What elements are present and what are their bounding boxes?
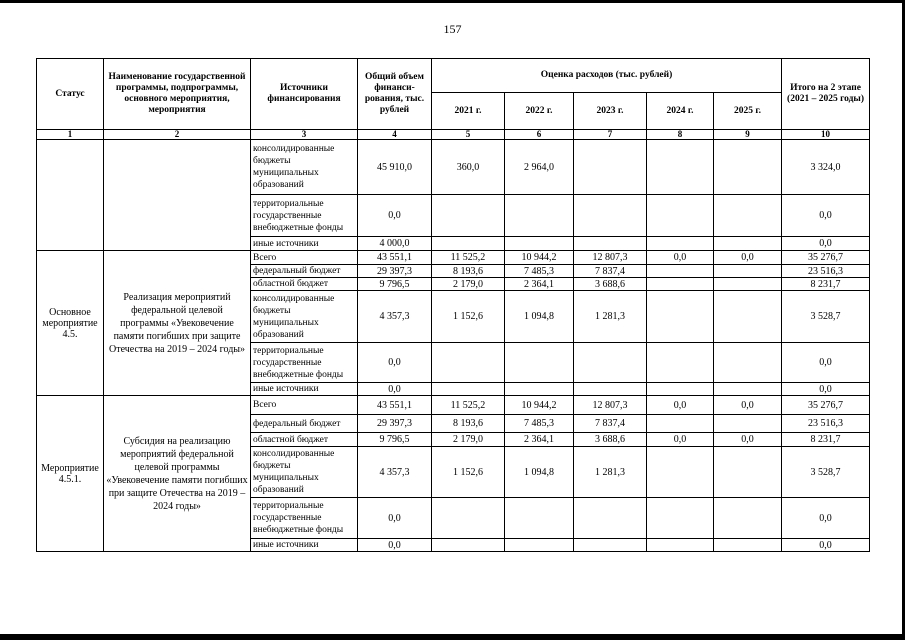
source-cell: иные источники	[251, 383, 358, 396]
column-index: 8	[647, 130, 714, 140]
source-cell: консолидированные бюджеты муниципальных образований	[251, 291, 358, 343]
header-year-2021: 2021 г.	[432, 93, 505, 130]
column-index: 1	[37, 130, 104, 140]
source-cell: территориальные государственные внебюджетные фонды	[251, 343, 358, 383]
y2025-cell	[714, 383, 782, 396]
stage-cell: 3 324,0	[782, 140, 870, 195]
total-cell: 0,0	[358, 539, 432, 552]
source-cell: территориальные государственные внебюджетные фонды	[251, 498, 358, 539]
y2021-cell: 2 179,0	[432, 278, 505, 291]
y2021-cell	[432, 539, 505, 552]
y2024-cell	[647, 237, 714, 251]
y2024-cell: 0,0	[647, 251, 714, 265]
y2025-cell	[714, 265, 782, 278]
source-cell: иные источники	[251, 237, 358, 251]
y2024-cell	[647, 343, 714, 383]
stage-cell: 3 528,7	[782, 447, 870, 498]
bottom-border	[0, 634, 905, 640]
source-cell: федеральный бюджет	[251, 265, 358, 278]
y2023-cell	[574, 140, 647, 195]
stage-cell: 0,0	[782, 383, 870, 396]
y2023-cell	[574, 343, 647, 383]
y2025-cell	[714, 447, 782, 498]
table-row	[37, 396, 870, 415]
y2022-cell: 7 485,3	[505, 415, 574, 433]
source-cell: областной бюджет	[251, 433, 358, 447]
stage-cell: 3 528,7	[782, 291, 870, 343]
header-status: Статус	[37, 59, 104, 130]
top-border	[0, 0, 905, 3]
y2024-cell	[647, 498, 714, 539]
column-index-row	[37, 130, 870, 140]
y2024-cell	[647, 447, 714, 498]
y2024-cell: 0,0	[647, 396, 714, 415]
y2021-cell: 360,0	[432, 140, 505, 195]
y2021-cell: 11 525,2	[432, 251, 505, 265]
source-cell: консолидированные бюджеты муниципальных образований	[251, 447, 358, 498]
header-year-2024: 2024 г.	[647, 93, 714, 130]
column-index: 4	[358, 130, 432, 140]
header-stage-total: Итого на 2 этапе (2021 – 2025 годы)	[782, 59, 870, 130]
y2022-cell	[505, 343, 574, 383]
source-cell: Всего	[251, 251, 358, 265]
y2023-cell	[574, 237, 647, 251]
header-year-2025: 2025 г.	[714, 93, 782, 130]
y2025-cell	[714, 237, 782, 251]
y2023-cell: 7 837,4	[574, 265, 647, 278]
measure-name-cell	[104, 140, 251, 251]
table-row	[37, 140, 870, 195]
y2021-cell	[432, 383, 505, 396]
header-name: Наименование государственной программы, подпрограммы, основного мероприятия, мероприятия	[104, 59, 251, 130]
y2021-cell: 8 193,6	[432, 265, 505, 278]
total-cell: 43 551,1	[358, 251, 432, 265]
y2023-cell: 3 688,6	[574, 433, 647, 447]
y2021-cell: 1 152,6	[432, 291, 505, 343]
y2021-cell	[432, 195, 505, 237]
y2022-cell: 2 364,1	[505, 278, 574, 291]
measure-name-cell: Субсидия на реализацию мероприятий федеральной целевой программы «Увековечение памяти погибших при защите Отечества на 2019 – 2024 годы»	[104, 396, 251, 552]
column-index: 9	[714, 130, 782, 140]
y2023-cell: 12 807,3	[574, 251, 647, 265]
y2024-cell	[647, 383, 714, 396]
total-cell: 45 910,0	[358, 140, 432, 195]
stage-cell: 0,0	[782, 195, 870, 237]
stage-cell: 8 231,7	[782, 278, 870, 291]
y2021-cell	[432, 498, 505, 539]
stage-cell: 35 276,7	[782, 396, 870, 415]
y2023-cell: 1 281,3	[574, 447, 647, 498]
y2023-cell: 1 281,3	[574, 291, 647, 343]
y2025-cell	[714, 343, 782, 383]
y2025-cell	[714, 195, 782, 237]
status-cell	[37, 140, 104, 251]
y2022-cell	[505, 195, 574, 237]
y2023-cell: 12 807,3	[574, 396, 647, 415]
y2025-cell	[714, 140, 782, 195]
table-header	[37, 59, 870, 140]
y2022-cell: 1 094,8	[505, 291, 574, 343]
total-cell: 4 357,3	[358, 447, 432, 498]
y2021-cell: 11 525,2	[432, 396, 505, 415]
y2022-cell: 7 485,3	[505, 265, 574, 278]
header-year-2023: 2023 г.	[574, 93, 647, 130]
total-cell: 0,0	[358, 498, 432, 539]
total-cell: 4 000,0	[358, 237, 432, 251]
y2023-cell: 3 688,6	[574, 278, 647, 291]
column-index: 3	[251, 130, 358, 140]
source-cell: иные источники	[251, 539, 358, 552]
total-cell: 29 397,3	[358, 415, 432, 433]
header-estimate: Оценка расходов (тыс. рублей)	[432, 59, 782, 93]
y2021-cell	[432, 343, 505, 383]
source-cell: консолидированные бюджеты муниципальных образований	[251, 140, 358, 195]
y2025-cell	[714, 291, 782, 343]
table-row	[37, 251, 870, 265]
y2025-cell	[714, 415, 782, 433]
y2023-cell: 7 837,4	[574, 415, 647, 433]
budget-table	[36, 58, 870, 552]
total-cell: 0,0	[358, 195, 432, 237]
y2024-cell	[647, 278, 714, 291]
measure-name-cell: Реализация мероприятий федеральной целевой программы «Увековечение памяти погибших при защите Отечества на 2019 – 2024 годы»	[104, 251, 251, 396]
total-cell: 9 796,5	[358, 278, 432, 291]
y2022-cell: 2 964,0	[505, 140, 574, 195]
y2024-cell	[647, 140, 714, 195]
y2025-cell	[714, 539, 782, 552]
stage-cell: 35 276,7	[782, 251, 870, 265]
table-body	[37, 140, 870, 552]
y2025-cell: 0,0	[714, 396, 782, 415]
y2021-cell: 2 179,0	[432, 433, 505, 447]
y2021-cell: 1 152,6	[432, 447, 505, 498]
y2025-cell	[714, 278, 782, 291]
y2023-cell	[574, 539, 647, 552]
source-cell: областной бюджет	[251, 278, 358, 291]
y2022-cell	[505, 539, 574, 552]
stage-cell: 23 516,3	[782, 265, 870, 278]
total-cell: 0,0	[358, 343, 432, 383]
total-cell: 29 397,3	[358, 265, 432, 278]
column-index: 2	[104, 130, 251, 140]
y2024-cell	[647, 195, 714, 237]
y2024-cell	[647, 291, 714, 343]
y2022-cell: 1 094,8	[505, 447, 574, 498]
total-cell: 43 551,1	[358, 396, 432, 415]
y2023-cell	[574, 498, 647, 539]
y2022-cell	[505, 237, 574, 251]
header-sources: Источники финансирования	[251, 59, 358, 130]
y2024-cell	[647, 265, 714, 278]
y2022-cell	[505, 383, 574, 396]
y2025-cell: 0,0	[714, 433, 782, 447]
stage-cell: 0,0	[782, 539, 870, 552]
y2024-cell: 0,0	[647, 433, 714, 447]
y2024-cell	[647, 539, 714, 552]
status-cell: Мероприятие 4.5.1.	[37, 396, 104, 552]
y2022-cell: 2 364,1	[505, 433, 574, 447]
column-index: 10	[782, 130, 870, 140]
header-year-2022: 2022 г.	[505, 93, 574, 130]
total-cell: 0,0	[358, 383, 432, 396]
total-cell: 9 796,5	[358, 433, 432, 447]
source-cell: территориальные государственные внебюджетные фонды	[251, 195, 358, 237]
column-index: 7	[574, 130, 647, 140]
stage-cell: 8 231,7	[782, 433, 870, 447]
y2022-cell	[505, 498, 574, 539]
stage-cell: 0,0	[782, 498, 870, 539]
y2024-cell	[647, 415, 714, 433]
total-cell: 4 357,3	[358, 291, 432, 343]
page-number: 157	[443, 22, 462, 36]
header-total: Общий объем финанси-рования, тыс. рублей	[358, 59, 432, 130]
source-cell: Всего	[251, 396, 358, 415]
column-index: 5	[432, 130, 505, 140]
source-cell: федеральный бюджет	[251, 415, 358, 433]
stage-cell: 23 516,3	[782, 415, 870, 433]
y2023-cell	[574, 383, 647, 396]
stage-cell: 0,0	[782, 343, 870, 383]
stage-cell: 0,0	[782, 237, 870, 251]
y2023-cell	[574, 195, 647, 237]
y2022-cell: 10 944,2	[505, 251, 574, 265]
y2021-cell: 8 193,6	[432, 415, 505, 433]
column-index: 6	[505, 130, 574, 140]
y2025-cell: 0,0	[714, 251, 782, 265]
y2021-cell	[432, 237, 505, 251]
status-cell: Основное мероприятие 4.5.	[37, 251, 104, 396]
y2025-cell	[714, 498, 782, 539]
y2022-cell: 10 944,2	[505, 396, 574, 415]
